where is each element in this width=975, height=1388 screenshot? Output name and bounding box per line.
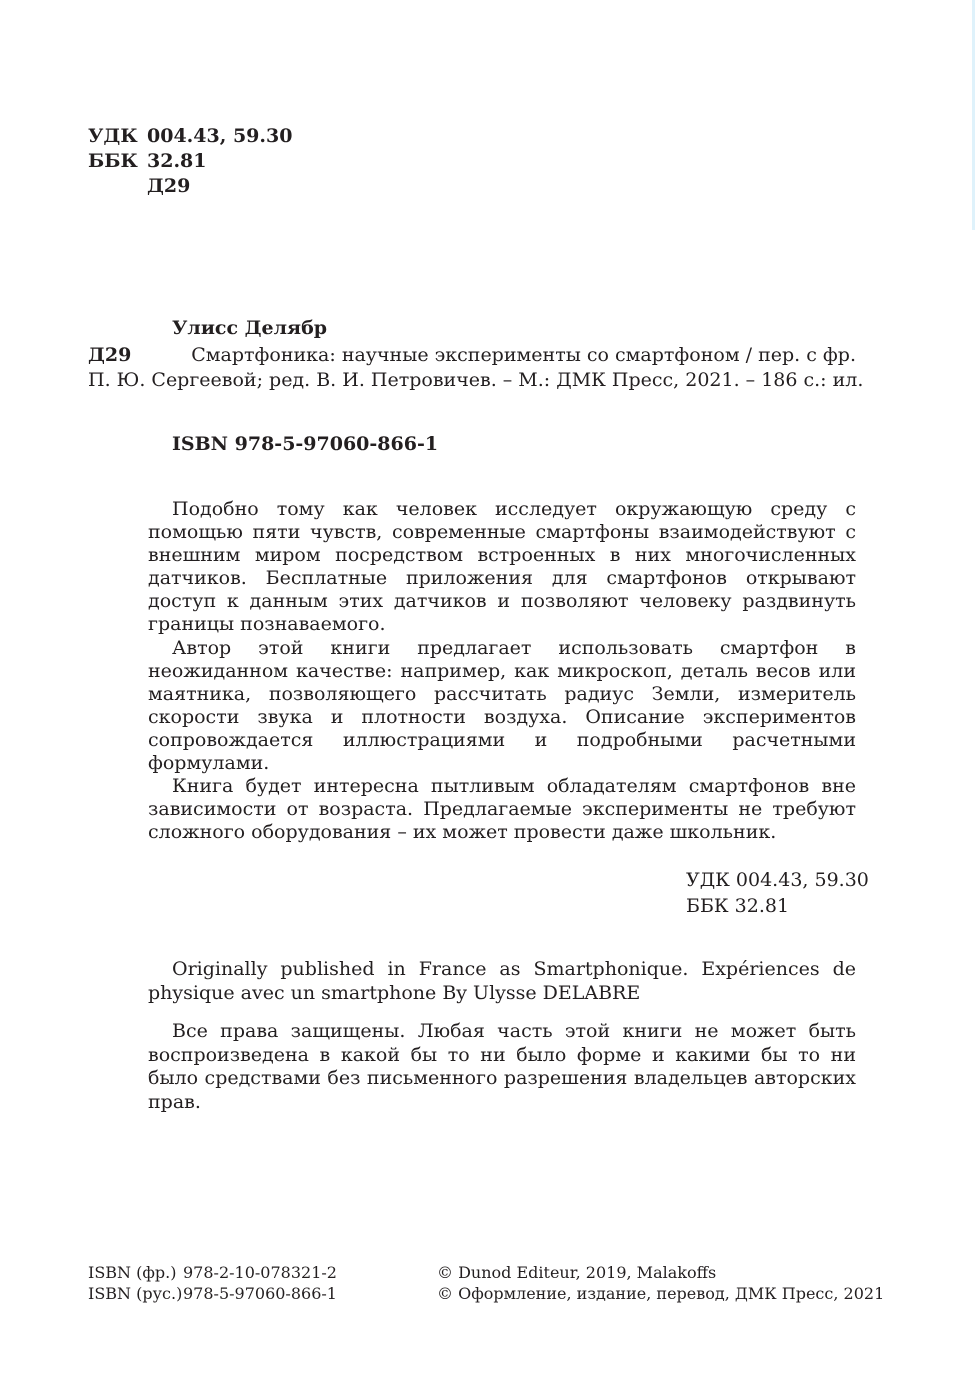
copyright-list <box>437 1262 884 1304</box>
bibliographic-entry <box>88 343 864 393</box>
classification-right <box>686 868 869 919</box>
abstract-paragraph: Подобно тому как человек исследует окружающую среду с помощью пяти чувств, современные смартфоны взаимодействуют с внешним миром посредством встроенных в них многочисленных датчиков. Бесплатные приложения для смартфонов открывают доступ к данным этих датчиков и позволяют человеку раздвинуть границы познаваемого. <box>148 498 856 636</box>
abstract-paragraph: Автор этой книги предлагает использовать смартфон в неожиданном качестве: например, как микроскоп, деталь весов или маятника, позволяющего рассчитать радиус Земли, измеритель скорости звука и плотности воздуха. Описание экспериментов сопровождается иллюстрациями и подробными расчетными формулами. <box>148 636 856 775</box>
copyright-line: © Dunod Editeur, 2019, Malakoffs <box>437 1263 717 1282</box>
entry-line-2 <box>88 368 864 393</box>
author-mark-row <box>88 174 292 199</box>
rights-notice: Все права защищены. Любая часть этой книги не может быть воспроизведена в какой бы то ни было форме и какими бы то ни было средствами без письменного разрешения владельцев авторских прав. <box>148 1020 856 1113</box>
entry-title-line2: П. Ю. Сергеевой; ред. В. И. Петровичев. – М.: ДМК Пресс, 2021. – 186 с.: ил. <box>88 369 864 391</box>
udk-row <box>88 124 292 149</box>
isbn-main: ISBN 978-5-97060-866-1 <box>172 433 439 455</box>
abstract-paragraph: Книга будет интересна пытливым обладателям смартфонов вне зависимости от возраста. Предлагаемые эксперименты не требуют сложного оборудования – их может провести даже школьник. <box>148 775 856 844</box>
original-publication-note: Originally published in France as Smartphonique. Expériences de physique avec un smartphone By Ulysse DELABRE <box>148 958 856 1004</box>
copyright-line: © Оформление, издание, перевод, ДМК Пресс, 2021 <box>437 1284 885 1303</box>
isbn-fr-value: 978-2-10-078321-2 <box>183 1263 337 1282</box>
isbn-ru-value: 978-5-97060-866-1 <box>183 1284 337 1303</box>
bbk-row <box>88 149 292 174</box>
udk-value: 004.43, 59.30 <box>147 125 293 147</box>
udk-label: УДК <box>88 125 138 147</box>
classification-codes <box>88 124 292 199</box>
isbn-fr-row <box>88 1262 337 1283</box>
isbn-fr-label: ISBN (фр.) <box>88 1263 177 1282</box>
author-name: Улисс Делябр <box>172 317 328 339</box>
udk-right: УДК 004.43, 59.30 <box>686 869 869 891</box>
bbk-right: ББК 32.81 <box>686 894 790 917</box>
isbn-ru-label: ISBN (рус.) <box>88 1284 183 1303</box>
entry-code: Д29 <box>88 344 132 366</box>
entry-line-1 <box>88 343 856 368</box>
bbk-label: ББК <box>88 150 138 172</box>
isbn-list <box>88 1262 337 1304</box>
bbk-value: 32.81 <box>147 150 207 172</box>
abstract <box>148 498 856 844</box>
author-mark: Д29 <box>147 175 191 197</box>
entry-title-line1: Смартфоника: научные эксперименты со смартфоном / пер. с фр. <box>191 344 856 366</box>
isbn-ru-row <box>88 1283 337 1304</box>
